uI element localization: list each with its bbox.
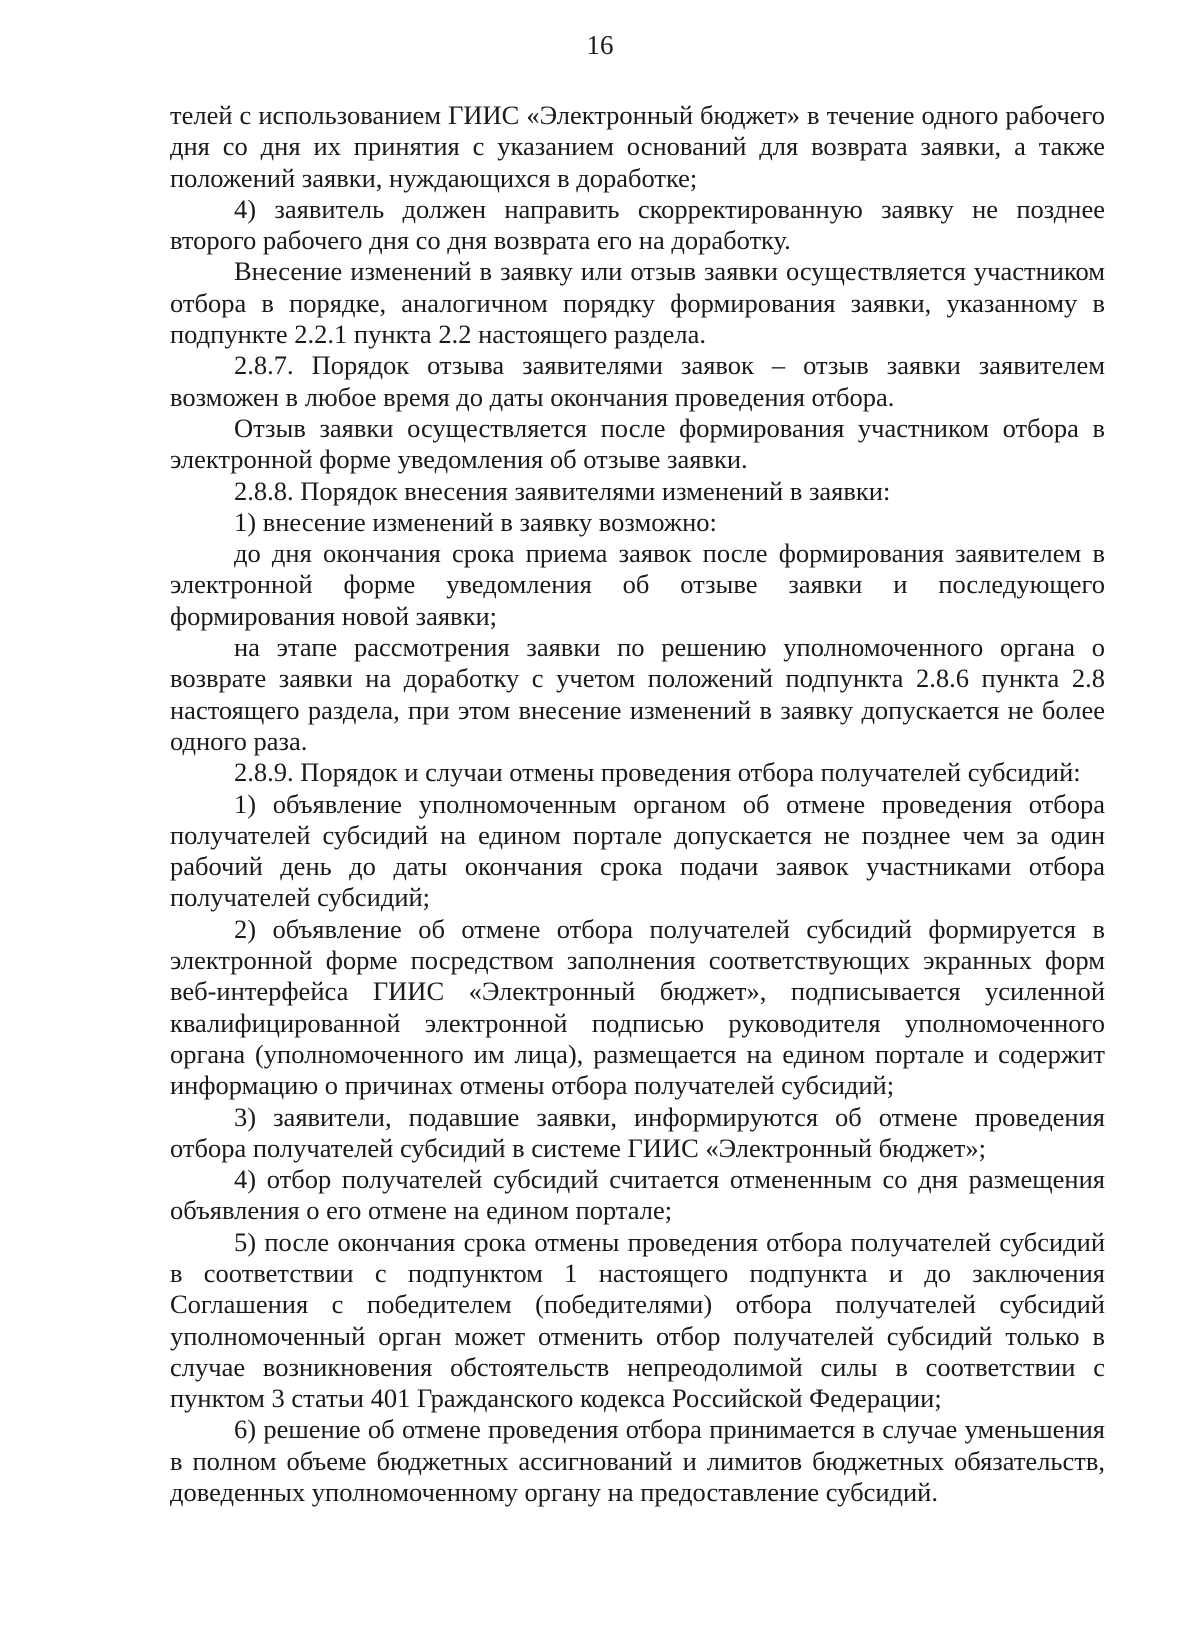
paragraph: Внесение изменений в заявку или отзыв заявки осуществляется участником отбора в порядке, аналогичном порядку формирования заявки, указанному в подпункте 2.2.1 пункта 2.2 настоящего раздела. — [170, 256, 1105, 350]
paragraph: 3) заявители, подавшие заявки, информируются об отмене проведения отбора получателей субсидий в системе ГИИС «Электронный бюджет»; — [170, 1101, 1105, 1163]
paragraph: 2.8.7. Порядок отзыва заявителями заявок – отзыв заявки заявителем возможен в любое время до даты окончания проведения отбора. — [170, 350, 1105, 412]
body-text — [170, 100, 1105, 1508]
paragraph: телей с использованием ГИИС «Электронный бюджет» в течение одного рабочего дня со дня их принятия с указанием оснований для возврата заявки, а также положений заявки, нуждающихся в доработке; — [170, 100, 1105, 193]
paragraph: 4) заявитель должен направить скорректированную заявку не позднее второго рабочего дня со дня возврата его на доработку. — [170, 193, 1105, 256]
paragraph: 1) внесение изменений в заявку возможно: — [234, 506, 717, 537]
paragraph: 2) объявление об отмене отбора получателей субсидий формируется в электронной форме посредством заполнения соответствующих экранных форм веб-интерфейса ГИИС «Электронный бюджет», подписывается усиленной квалифицированной электронной подписью руководителя уполномоченного органа (уполномоченного им лица), размещается на едином портале и содержит информацию о причинах отмены отбора получателей субсидий; — [170, 913, 1105, 1101]
page-number: 16 — [586, 30, 614, 60]
paragraph: 2.8.9. Порядок и случаи отмены проведения отбора получателей субсидий: — [234, 757, 1081, 788]
paragraph: Отзыв заявки осуществляется после формирования участником отбора в электронной форме уведомления об отзыве заявки. — [170, 412, 1105, 475]
paragraph: 1) объявление уполномоченным органом об отмене проведения отбора получателей субсидий на едином портале допускается не позднее чем за один рабочий день до даты окончания срока подачи заявок участниками отбора получателей субсидий; — [170, 788, 1105, 913]
paragraph: до дня окончания срока приема заявок после формирования заявителем в электронной форме уведомления об отзыве заявки и последующего формирования новой заявки; — [170, 538, 1105, 631]
paragraph: 2.8.8. Порядок внесения заявителями изменений в заявки: — [234, 475, 891, 506]
paragraph: 4) отбор получателей субсидий считается отмененным со дня размещения объявления о его отмене на едином портале; — [170, 1164, 1105, 1226]
paragraph: на этапе рассмотрения заявки по решению уполномоченного органа о возврате заявки на доработку с учетом положений подпункта 2.8.6 пункта 2.8 настоящего раздела, при этом внесение изменений в заявку допускается не более одного раза. — [170, 632, 1105, 756]
paragraph: 6) решение об отмене проведения отбора принимается в случае уменьшения в полном объеме бюджетных ассигнований и лимитов бюджетных обязательств, доведенных уполномоченному органу на предоставление субсидий. — [170, 1414, 1105, 1508]
paragraph: 5) после окончания срока отмены проведения отбора получателей субсидий в соответствии с подпунктом 1 настоящего подпункта и до заключения Соглашения с победителем (победителями) отбора получателей субсидий уполномоченный орган может отменить отбор получателей субсидий только в случае возникновения обстоятельств непреодолимой силы в соответствии с пунктом 3 статьи 401 Гражданского кодекса Российской Федерации; — [170, 1226, 1105, 1414]
